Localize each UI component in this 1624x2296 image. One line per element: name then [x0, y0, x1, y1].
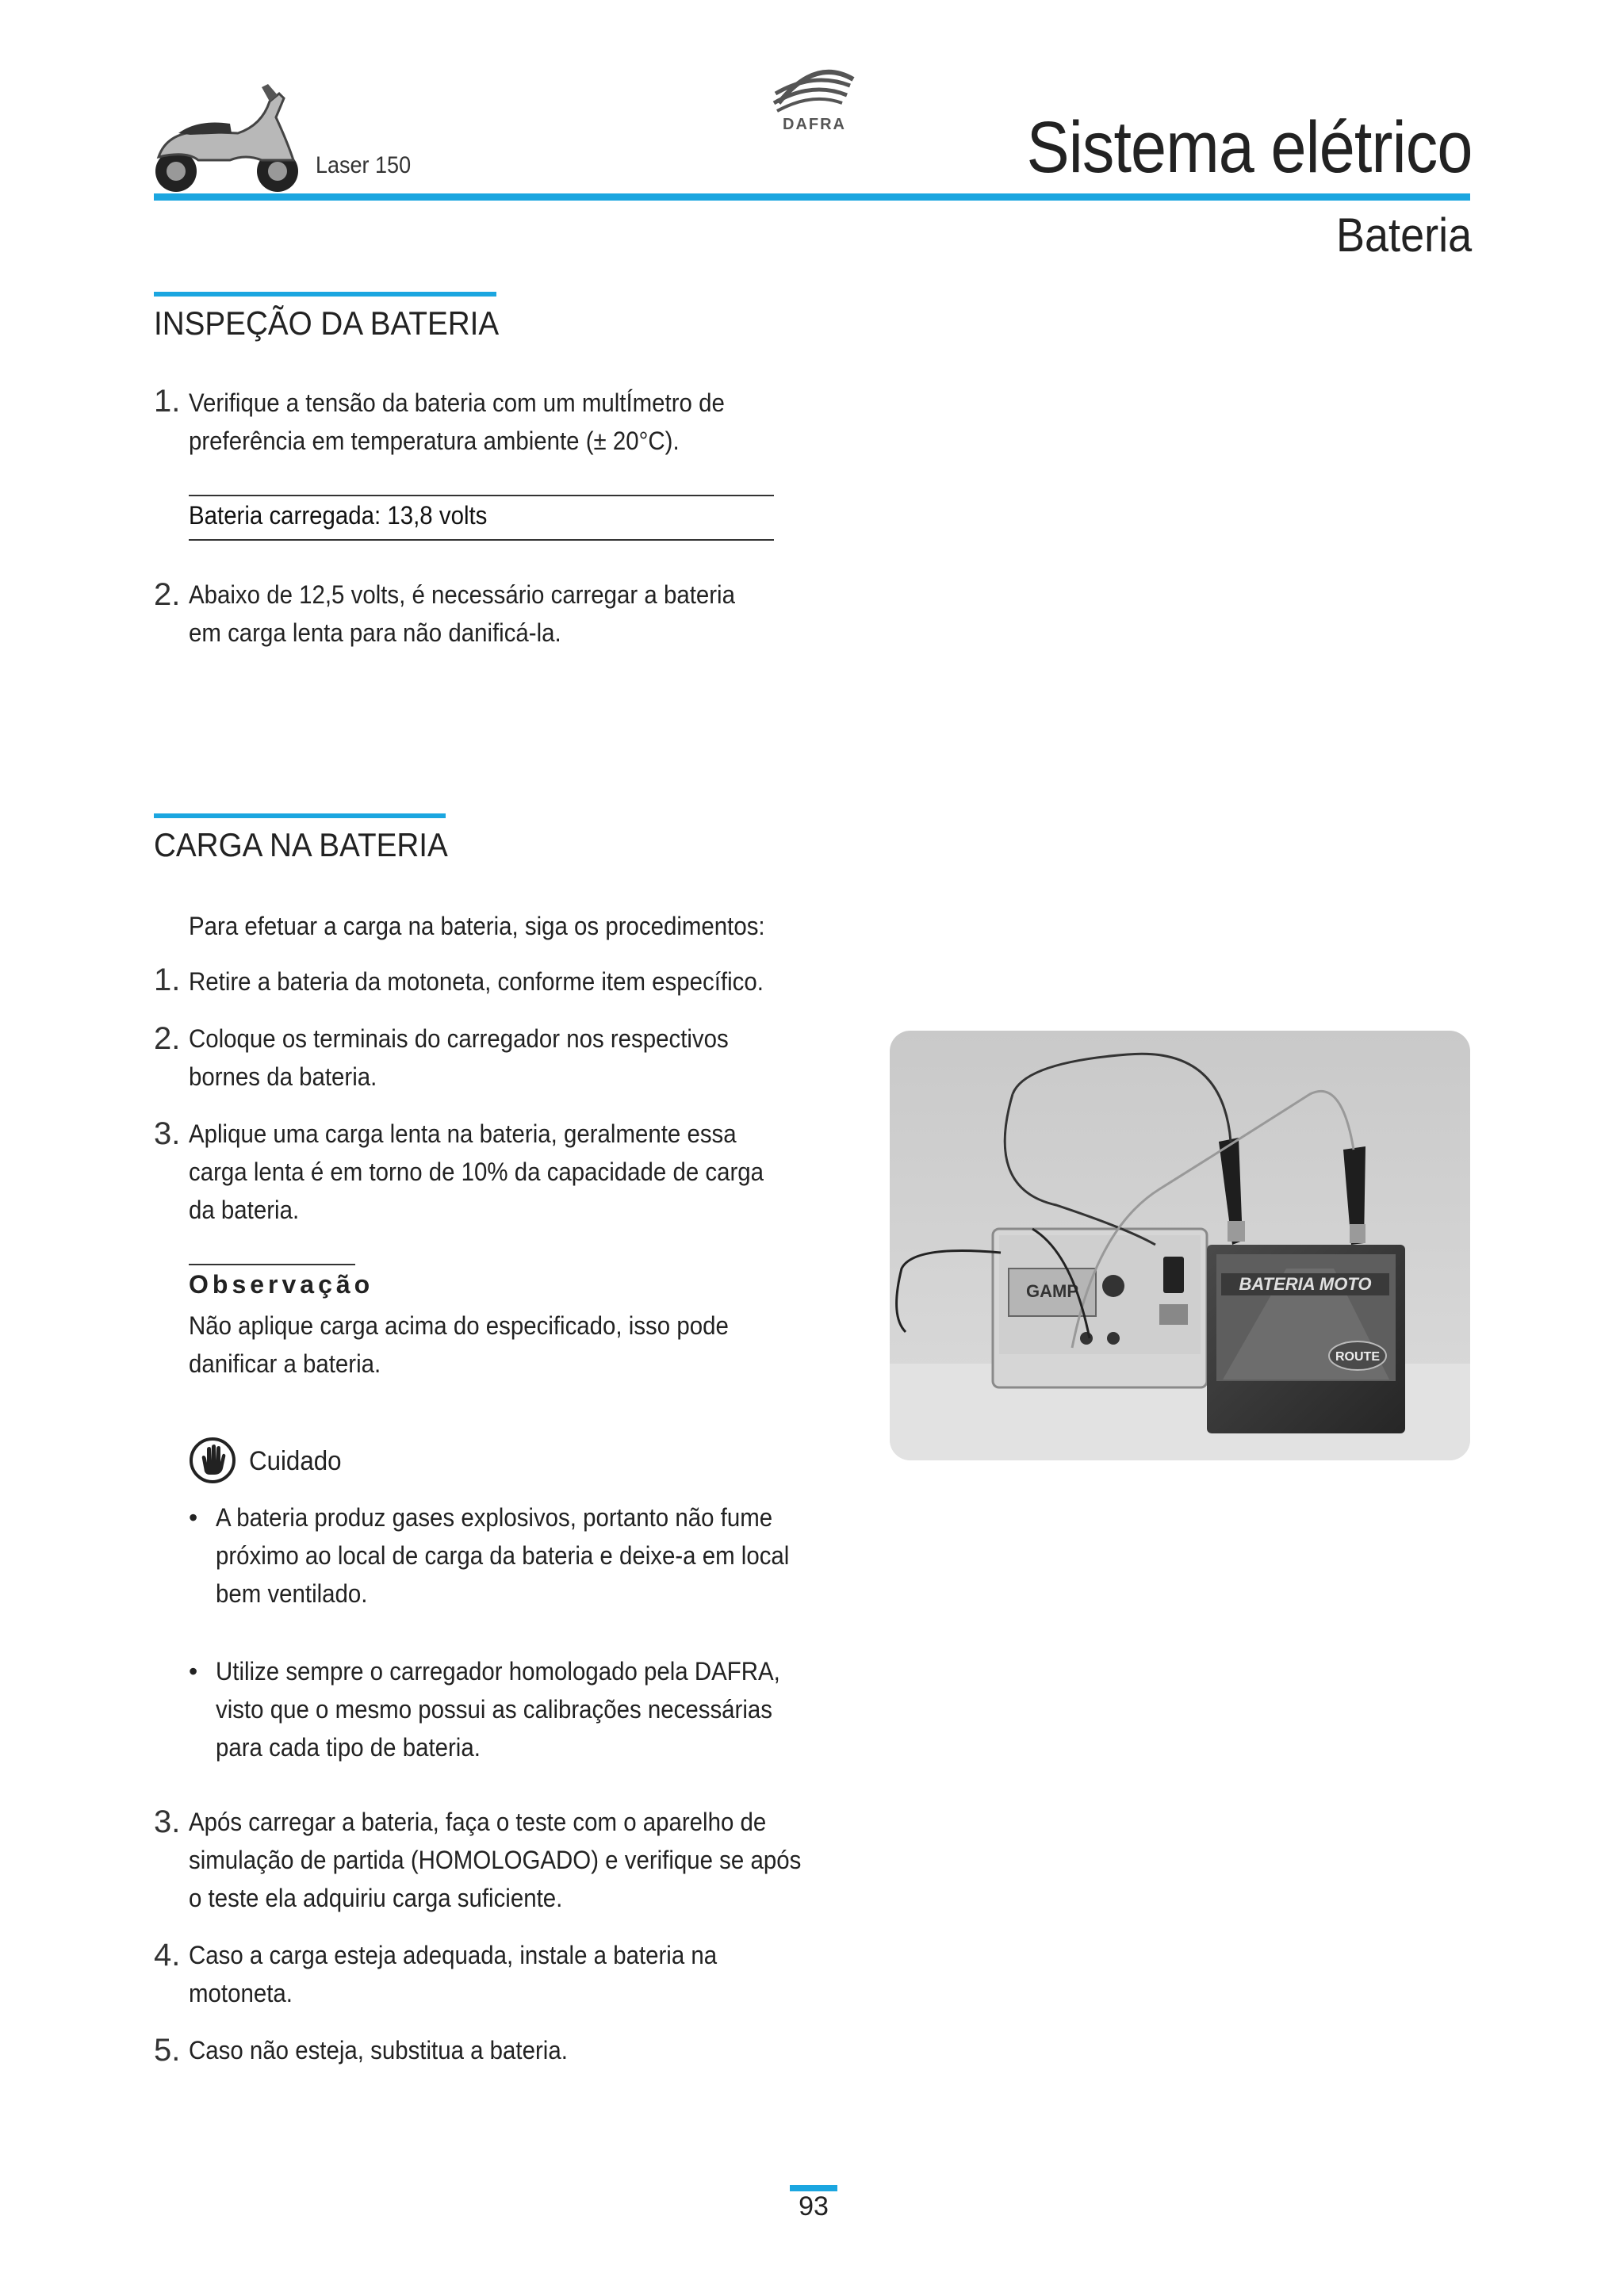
battery-brand: ROUTE [1335, 1350, 1380, 1364]
spec-rule-bottom [189, 539, 774, 541]
text-line: visto que o mesmo possui as calibrações necessárias [216, 1695, 772, 1724]
page-number: 93 [799, 2191, 829, 2221]
bullet-dot: • [189, 1503, 198, 1532]
brand-wordmark: DAFRA [783, 116, 846, 133]
chapter-title: Sistema elétrico [1026, 107, 1472, 188]
battery-label: BATERIA MOTO [1239, 1274, 1372, 1294]
text-line: da bateria. [189, 1196, 300, 1224]
text-line: Caso a carga esteja adequada, instale a bateria na [189, 1941, 718, 1969]
text-line: danificar a bateria. [189, 1349, 381, 1378]
inspection-step-1 [189, 384, 845, 460]
text-line: Coloque os terminais do carregador nos respectivos [189, 1024, 729, 1053]
text-line: Verifique a tensão da bateria com um multÍmetro de [189, 388, 725, 417]
text-line: bem ventilado. [216, 1579, 368, 1608]
page-number-bar [790, 2185, 837, 2191]
step-number: 2. [154, 1021, 181, 1056]
section-bar [154, 292, 496, 297]
scooter-illustration [143, 78, 309, 197]
step-number: 5. [154, 2033, 181, 2068]
step-number: 1. [154, 962, 181, 997]
caution-bullet-1 [216, 1498, 872, 1613]
text-line: preferência em temperatura ambiente (± 20°C). [189, 427, 680, 455]
text-line: Aplique uma carga lenta na bateria, geralmente essa [189, 1119, 737, 1148]
text-line: Retire a bateria da motoneta, conforme item específico. [189, 967, 764, 996]
spec-rule-top [189, 495, 774, 496]
text-line: bornes da bateria. [189, 1062, 377, 1091]
dafra-logo [768, 55, 861, 135]
text-line: Após carregar a bateria, faça o teste com o aparelho de [189, 1808, 767, 1836]
step-number: 1. [154, 384, 181, 419]
text-line: em carga lenta para não danificá-la. [189, 618, 561, 647]
battery-charged-spec: Bateria carregada: 13,8 volts [189, 501, 488, 530]
text-line: carga lenta é em torno de 10% da capacidade de carga [189, 1158, 764, 1186]
charging-step-1 [189, 962, 845, 1001]
section-bar [154, 813, 446, 818]
header-rule [154, 193, 1470, 201]
text-line: simulação de partida (HOMOLOGADO) e verifique se após [189, 1846, 802, 1874]
text-line: Não aplique carga acima do especificado, isso pode [189, 1311, 729, 1340]
text-line: Utilize sempre o carregador homologado pela DAFRA, [216, 1657, 780, 1686]
observation-text [189, 1307, 845, 1383]
bullet-dot: • [189, 1657, 198, 1686]
text-line: próximo ao local de carga da bateria e deixe-a em local [216, 1541, 790, 1570]
charging-step-after-4 [189, 1936, 845, 2012]
text-line: para cada tipo de bateria. [216, 1733, 481, 1762]
charging-step-3 [189, 1115, 845, 1229]
step-number: 2. [154, 577, 181, 612]
charging-step-after-3 [189, 1803, 845, 1917]
step-number: 4. [154, 1938, 181, 1973]
charging-step-2 [189, 1020, 845, 1096]
caution-label: Cuidado [249, 1446, 342, 1476]
observation-title: Observação [189, 1270, 374, 1299]
hand-caution-icon [189, 1437, 236, 1484]
text-line: Abaixo de 12,5 volts, é necessário carregar a bateria [189, 580, 735, 609]
charging-intro: Para efetuar a carga na bateria, siga os procedimentos: [189, 912, 765, 940]
step-number: 3. [154, 1116, 181, 1151]
caution-bullet-2 [216, 1652, 872, 1766]
inspection-step-2 [189, 576, 845, 652]
text-line: o teste ela adquiriu carga suficiente. [189, 1884, 563, 1912]
charging-heading: CARGA NA BATERIA [154, 826, 448, 863]
text-line: motoneta. [189, 1979, 293, 2007]
observation-rule [189, 1264, 355, 1265]
text-line: A bateria produz gases explosivos, portanto não fume [216, 1503, 773, 1532]
model-name: Laser 150 [316, 152, 412, 178]
inspection-heading: INSPEÇÃO DA BATERIA [154, 304, 500, 342]
charger-brand: GAMP [1026, 1281, 1078, 1301]
battery-charging-photo [890, 1031, 1470, 1460]
step-number: 3. [154, 1804, 181, 1839]
charging-step-after-5 [189, 2031, 845, 2069]
chapter-subtitle: Bateria [1335, 209, 1472, 262]
text-line: Caso não esteja, substitua a bateria. [189, 2036, 568, 2064]
